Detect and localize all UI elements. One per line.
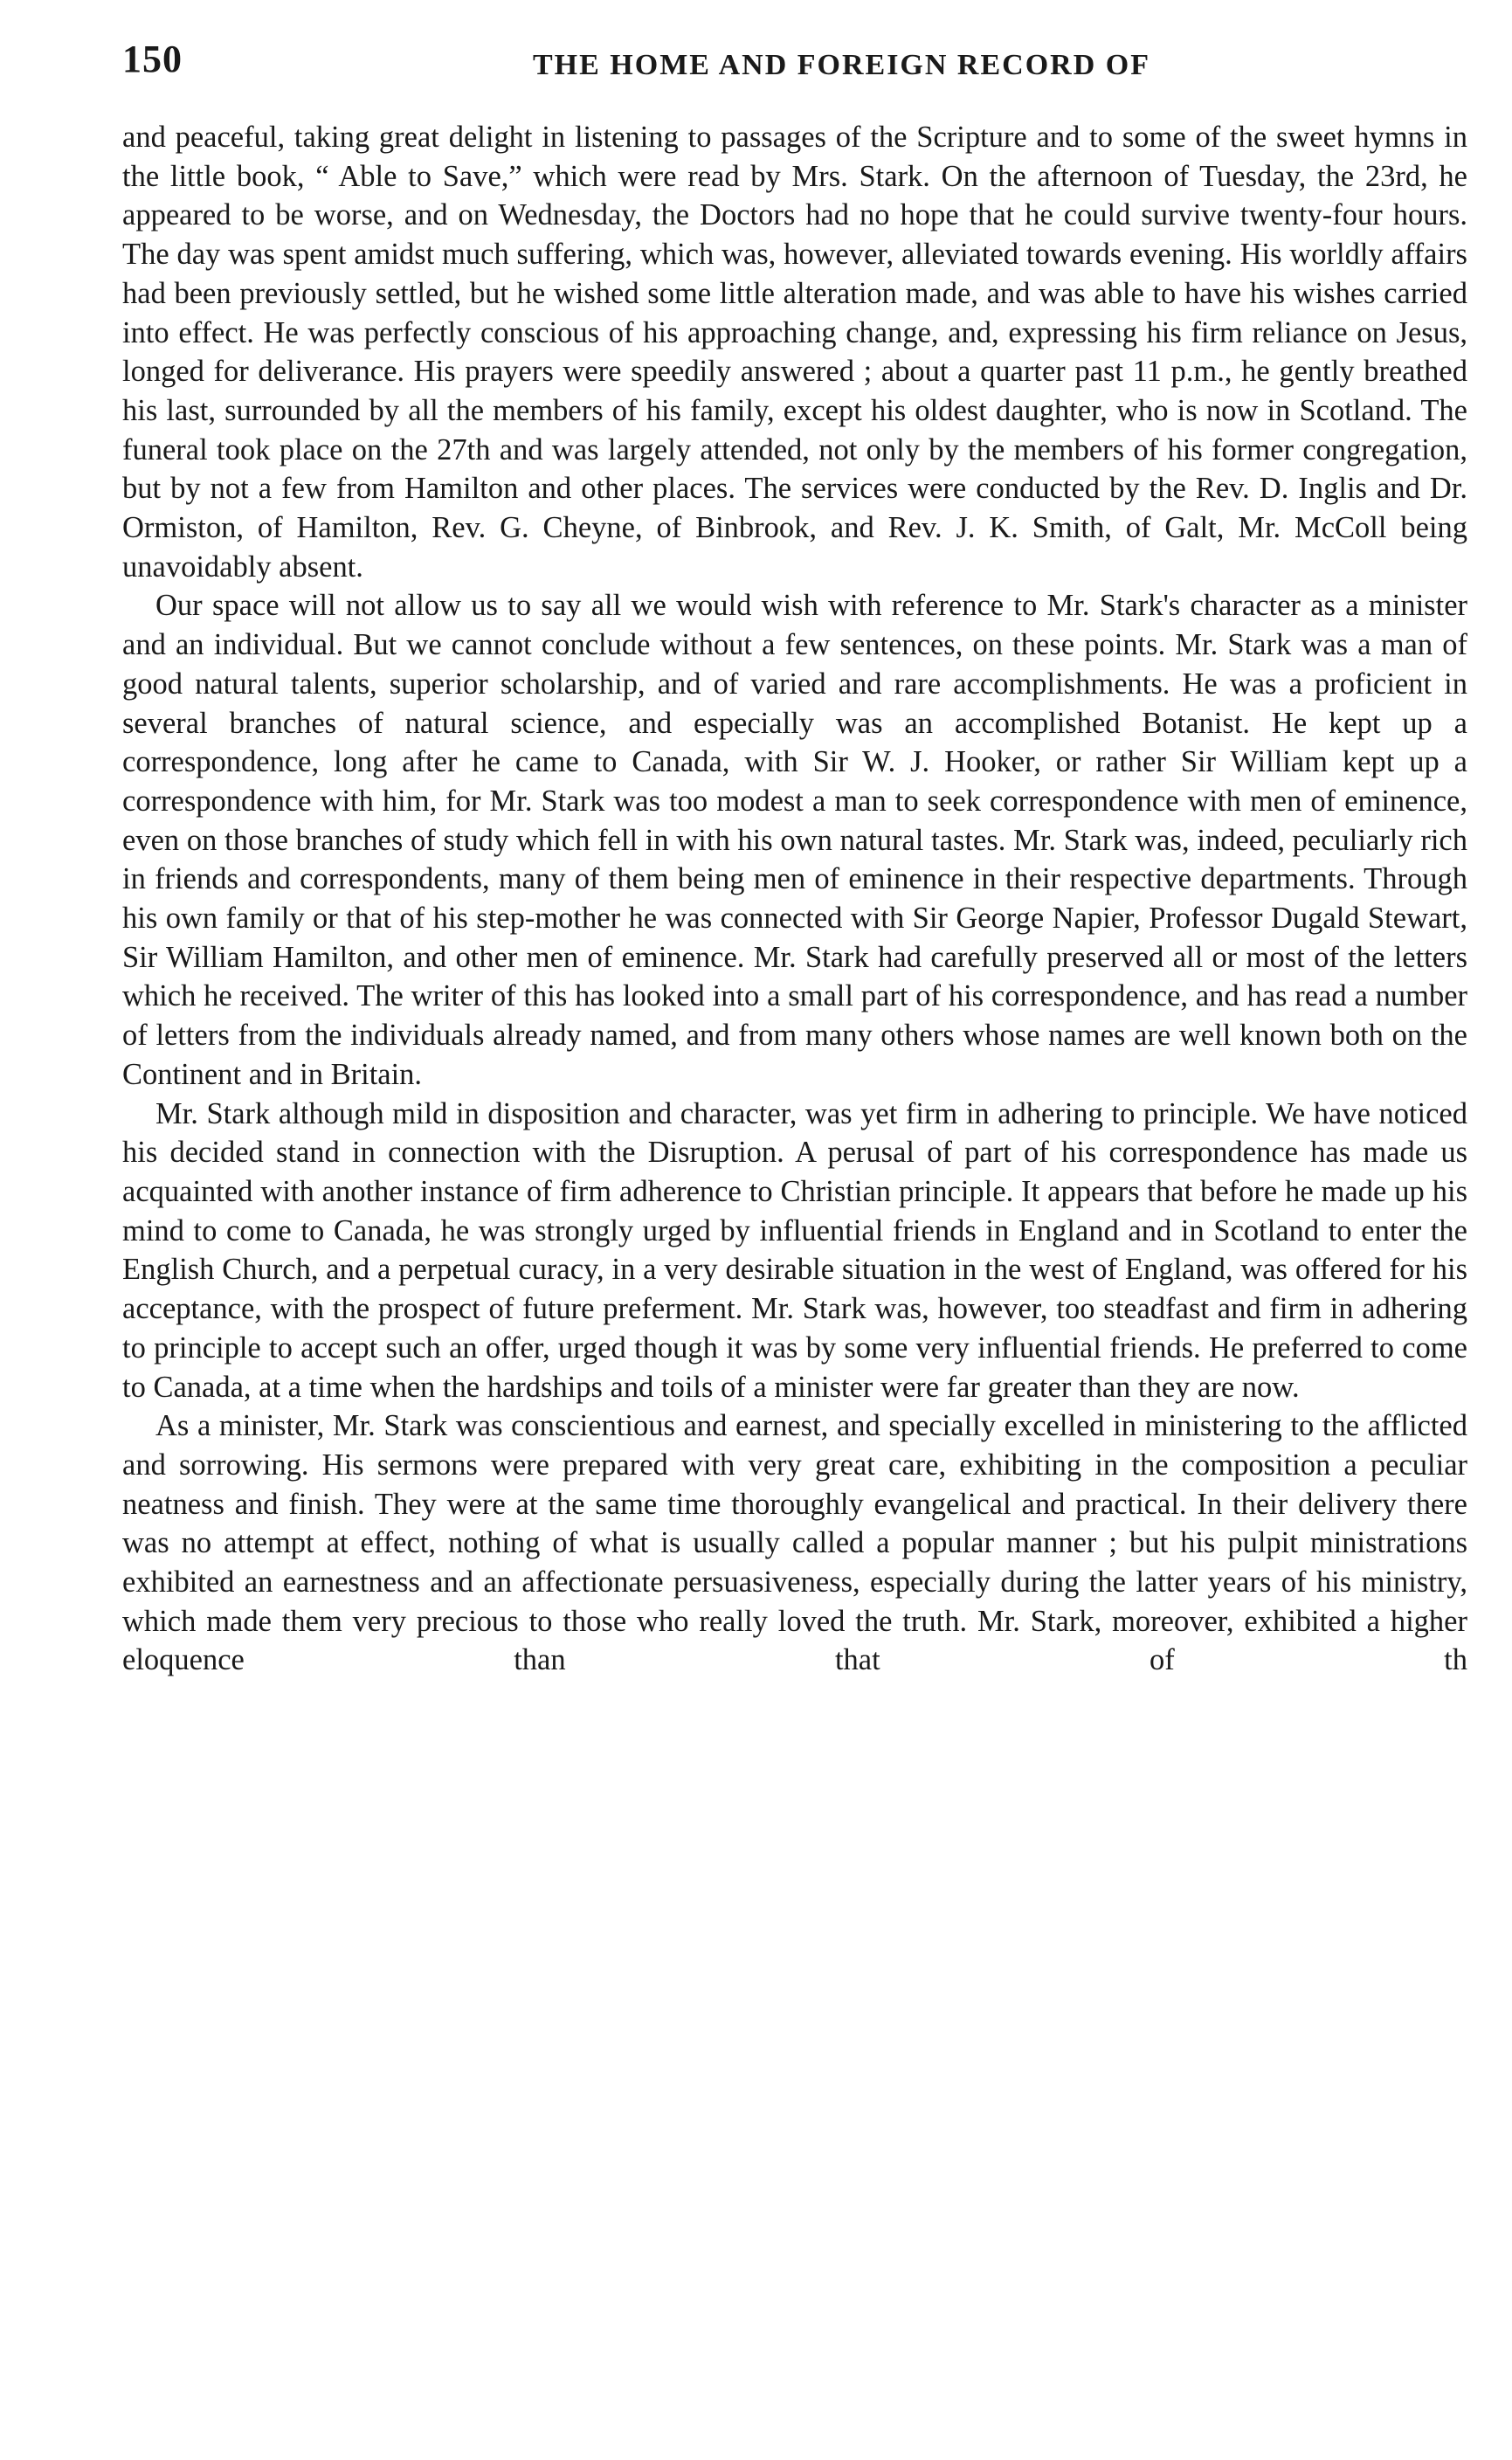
paragraph-1: and peaceful, taking great delight in listening to passages of the Scripture and to some of the sweet hymns in the little book, “ Able to Save,” which were read by Mrs. Stark. On the afternoon of Tuesday, the 23rd, he appeared to be worse, and on Wednesday, the Doctors had no hope that he could survive twenty-four hours. The day was spent amidst much suffering, which was, however, alleviated towards evening. His worldly affairs had been previously settled, but he wished some little alteration made, and was able to have his wishes carried into effect. He was perfectly conscious of his approaching change, and, expressing his firm reliance on Jesus, longed for deliverance. His prayers were speedily answered ; about a quarter past 11 p.m., he gently breathed his last, surrounded by all the members of his family, except his oldest daughter, who is now in Scotland. The funeral took place on the 27th and was largely attended, not only by the members of his former congregation, but by not a few from Hamilton and other places. The services were conducted by the Rev. D. Inglis and Dr. Ormiston, of Hamilton, Rev. G. Cheyne, of Binbrook, and Rev. J. K. Smith, of Galt, Mr. McColl being unavoidably absent. [122,121,1467,584]
article-body [122,118,1467,1680]
running-title: THE HOME AND FOREIGN RECORD OF [533,49,1150,81]
page-number: 150 [122,38,183,80]
paragraph-3: Mr. Stark although mild in disposition and character, was yet firm in adhering to principle. We have noticed his decided stand in connection with the Disruption. A perusal of part of his correspondence has made us acquainted with another instance of firm adherence to Christian principle. It appears that before he made up his mind to come to Canada, he was strongly urged by influential friends in England and in Scotland to enter the English Church, and a perpetual curacy, in a very desirable situation in the west of England, was offered for his acceptance, with the prospect of future preferment. Mr. Stark was, however, too steadfast and firm in adhering to principle to accept such an offer, urged though it was by some very influential friends. He preferred to come to Canada, at a time when the hardships and toils of a minister were far greater than they are now. [122,1096,1467,1404]
paragraph-4: As a minister, Mr. Stark was conscientious and earnest, and specially excelled in ministering to the afflicted and sorrowing. His sermons were prepared with very great care, exhibiting in the composition a peculiar neatness and finish. They were at the same time thoroughly evangelical and practical. In their delivery there was no attempt at effect, nothing of what is usually called a popular manner ; but his pulpit ministrations exhibited an earnestness and an affectionate persuasiveness, especially during the latter years of his ministry, which made them very precious to those who really loved the truth. Mr. Stark, moreover, exhibited a higher eloquence than that of th [122,1409,1467,1677]
paragraph-2: Our space will not allow us to say all we would wish with reference to Mr. Stark's character as a minister and an individual. But we cannot conclude without a few sentences, on these points. Mr. Stark was a man of good natural talents, superior scholarship, and of varied and rare accomplishments. He was a proficient in several branches of natural science, and especially was an accomplished Botanist. He kept up a correspondence, long after he came to Canada, with Sir W. J. Hooker, or rather Sir William kept up a correspondence with him, for Mr. Stark was too modest a man to seek correspondence with men of eminence, even on those branches of study which fell in with his own natural tastes. Mr. Stark was, indeed, peculiarly rich in friends and correspondents, many of them being men of eminence in their respective departments. Through his own family or that of his step-mother he was connected with Sir George Napier, Professor Dugald Stewart, Sir William Hamilton, and other men of eminence. Mr. Stark had carefully preserved all or most of the letters which he received. The writer of this has looked into a small part of his correspondence, and has read a number of letters from the individuals already named, and from many others whose names are well known both on the Continent and in Britain. [122,589,1467,1091]
page-header [122,37,1467,89]
